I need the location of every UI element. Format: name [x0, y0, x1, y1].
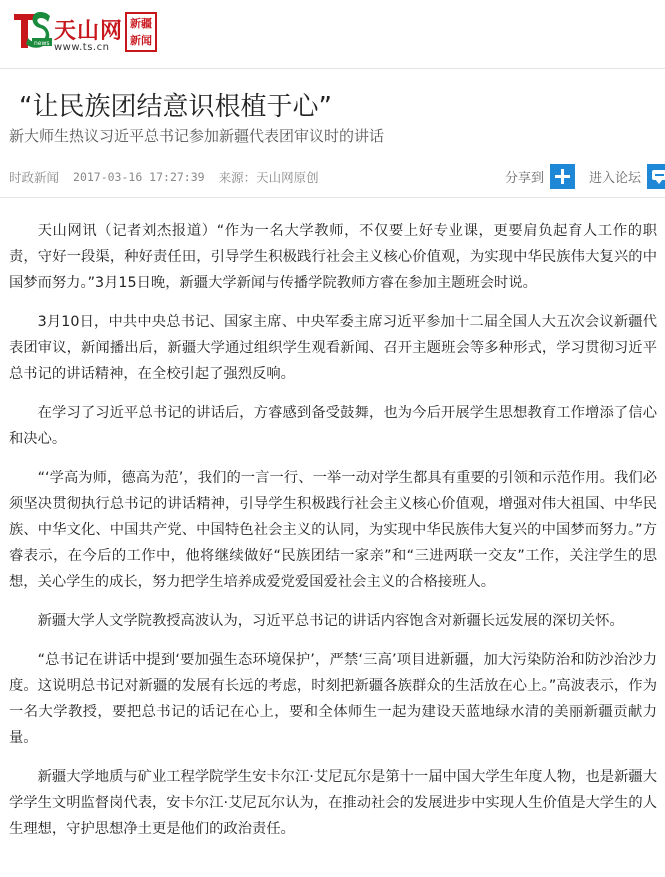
article-source: 来源：天山网原创: [218, 170, 319, 185]
article-paragraph: 在学习了习近平总书记的讲话后，方睿感到备受鼓舞，也为今后开展学生思想教育工作增添了信心和决心。: [9, 405, 657, 447]
site-logo[interactable]: [10, 8, 125, 56]
header-divider: [0, 68, 665, 69]
article-meta: [9, 166, 319, 188]
logo-name: 天山网: [54, 18, 124, 44]
article-paragraph: 新疆大学人文学院教授高波认为，习近平总书记的讲话内容饱含对新疆长远发展的深切关怀。: [37, 613, 624, 629]
seal-text: 新疆新闻: [130, 17, 152, 47]
site-header: [0, 0, 665, 66]
article-paragraph: “‘学高为师，德高为范’，我们的一言一行、一举一动对学生都具有重要的引领和示范作用。我们必须坚决贯彻执行总书记的讲话精神，引导学生积极践行社会主义核心价值观，增强对伟大祖国、中华民族、中华文化、中国共产党、中国特色社会主义的认同，为实现中华民族伟大复兴的中国梦而努力。”方睿表示，在今后的工作中，他将继续做好“民族团结一家亲”和“三进两联一交友”工作，关注学生的思想，关心学生的成长，努力把学生培养成爱党爱国爱社会主义的合格接班人。: [9, 470, 657, 590]
share-label: 分享到: [505, 170, 545, 186]
article-body: [9, 218, 657, 855]
forum-link[interactable]: 进入论坛: [589, 170, 642, 186]
article-paragraph: 新疆大学地质与矿业工程学院学生安卡尔江·艾尼瓦尔是第十一届中国大学生年度人物，也是新疆大学学生文明监督岗代表，安卡尔江·艾尼瓦尔认为，在推动社会的发展进步中实现人生价值是大学生的人生理想，守护思想净土更是他们的政治责任。: [9, 769, 657, 837]
article-paragraph: 3月10日，中共中央总书记、国家主席、中央军委主席习近平参加十二届全国人大五次会议新疆代表团审议，新闻播出后，新疆大学通过组织学生观看新闻、召开主题班会等多种形式，学习贯彻习近平总书记的讲话精神，在全校引起了强烈反响。: [9, 314, 657, 382]
share-bar: [505, 162, 665, 190]
article-date: 2017-03-16 17:27:39: [73, 170, 205, 184]
article-title: “让民族团结意识根植于心”: [19, 92, 332, 122]
logo-url: www.ts.cn: [54, 42, 110, 53]
article-subtitle: 新大师生热议习近平总书记参加新疆代表团审议时的讲话: [9, 127, 385, 145]
chat-bubble-icon[interactable]: [647, 164, 665, 189]
xinjiang-news-seal: [125, 12, 157, 52]
article-paragraph: “总书记在讲话中提到‘要加强生态环境保护’，严禁‘三高’项目进新疆，加大污染防治和防沙治沙力度。这说明总书记对新疆的发展有长远的考虑，时刻把新疆各族群众的生活放在心上。”高波表示，作为一名大学教授，要把总书记的话记在心上，要和全体师生一起为建设天蓝地绿水清的美丽新疆贡献力量。: [9, 652, 657, 746]
article-paragraph: 天山网讯（记者刘杰报道）“作为一名大学教师，不仅要上好专业课，更要肩负起育人工作的职责，守好一段渠，种好责任田，引导学生积极践行社会主义核心价值观，为实现中华民族伟大复兴的中国梦而努力。”3月15日晚，新疆大学新闻与传播学院教师方睿在参加主题班会时说。: [9, 223, 657, 291]
logo-badge: news: [34, 40, 50, 47]
plus-icon[interactable]: [550, 164, 575, 189]
article-channel[interactable]: 时政新闻: [9, 170, 60, 185]
ts-logo-icon: [10, 8, 54, 56]
meta-divider: [0, 197, 665, 198]
